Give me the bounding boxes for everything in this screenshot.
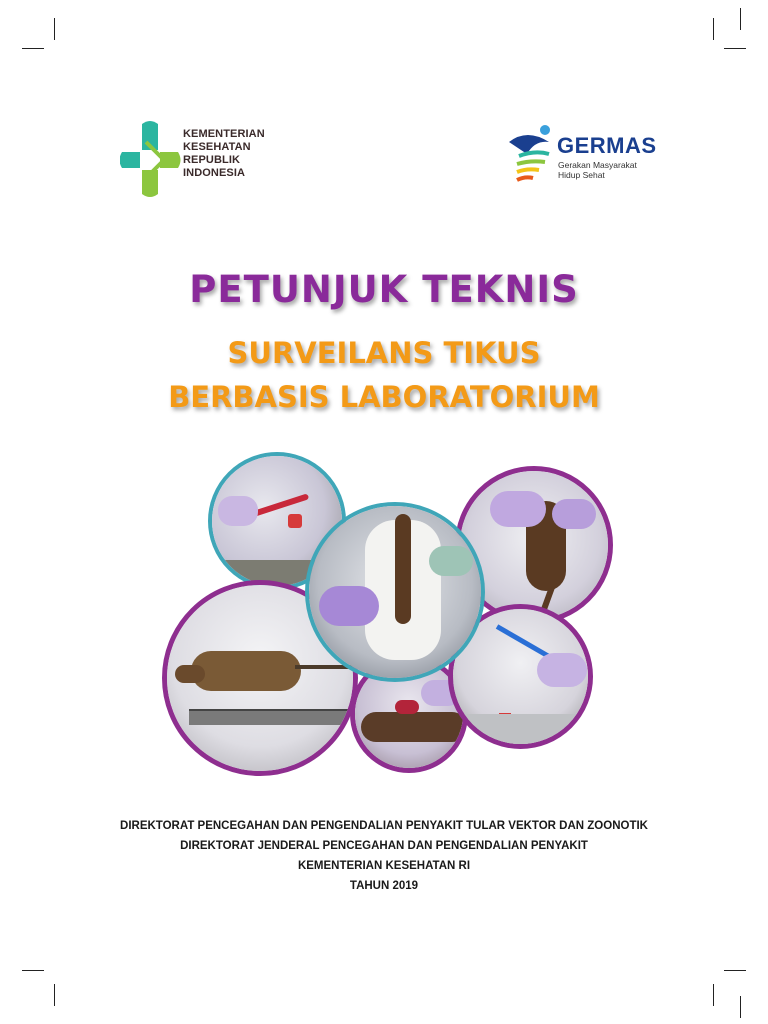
crop-mark <box>724 970 746 971</box>
kemenkes-line: REPUBLIK <box>183 154 241 166</box>
germas-wordmark: GERMAS <box>557 133 657 158</box>
germas-emblem-icon <box>505 120 561 190</box>
crop-mark <box>740 8 741 30</box>
photo-rat-in-bag <box>305 502 485 682</box>
crop-mark <box>713 18 714 40</box>
crop-mark <box>740 996 741 1018</box>
crop-mark <box>54 984 55 1006</box>
subtitle-line-2: BERBASIS LABORATORIUM <box>168 380 600 414</box>
footer-line-3: KEMENTERIAN KESEHATAN RI <box>297 860 471 872</box>
crop-mark <box>22 970 44 971</box>
kemenkes-line: KESEHATAN <box>183 141 251 153</box>
kemenkes-emblem-icon <box>120 120 182 200</box>
crop-mark <box>54 18 55 40</box>
crop-mark <box>22 48 44 49</box>
crop-mark <box>724 48 746 49</box>
germas-tagline-line: Hidup Sehat <box>558 170 605 180</box>
subtitle-line-1: SURVEILANS TIKUS <box>227 336 541 370</box>
germas-tagline-line: Gerakan Masyarakat <box>558 160 637 170</box>
footer-year: TAHUN 2019 <box>349 880 419 892</box>
footer-line-1: DIREKTORAT PENCEGAHAN DAN PENGENDALIAN PENYAKIT TULAR VEKTOR DAN ZOONOTIK <box>120 820 648 832</box>
kemenkes-line: INDONESIA <box>183 167 246 179</box>
crop-mark <box>713 984 714 1006</box>
page-title: PETUNJUK TEKNIS <box>189 268 579 311</box>
germas-tagline <box>558 160 637 180</box>
germas-logo <box>505 120 665 190</box>
kemenkes-line: KEMENTERIAN <box>183 128 265 140</box>
kemenkes-logo <box>120 120 290 200</box>
kemenkes-wordmark <box>183 128 265 180</box>
footer-line-2: DIREKTORAT JENDERAL PENCEGAHAN DAN PENGENDALIAN PENYAKIT <box>180 840 588 852</box>
